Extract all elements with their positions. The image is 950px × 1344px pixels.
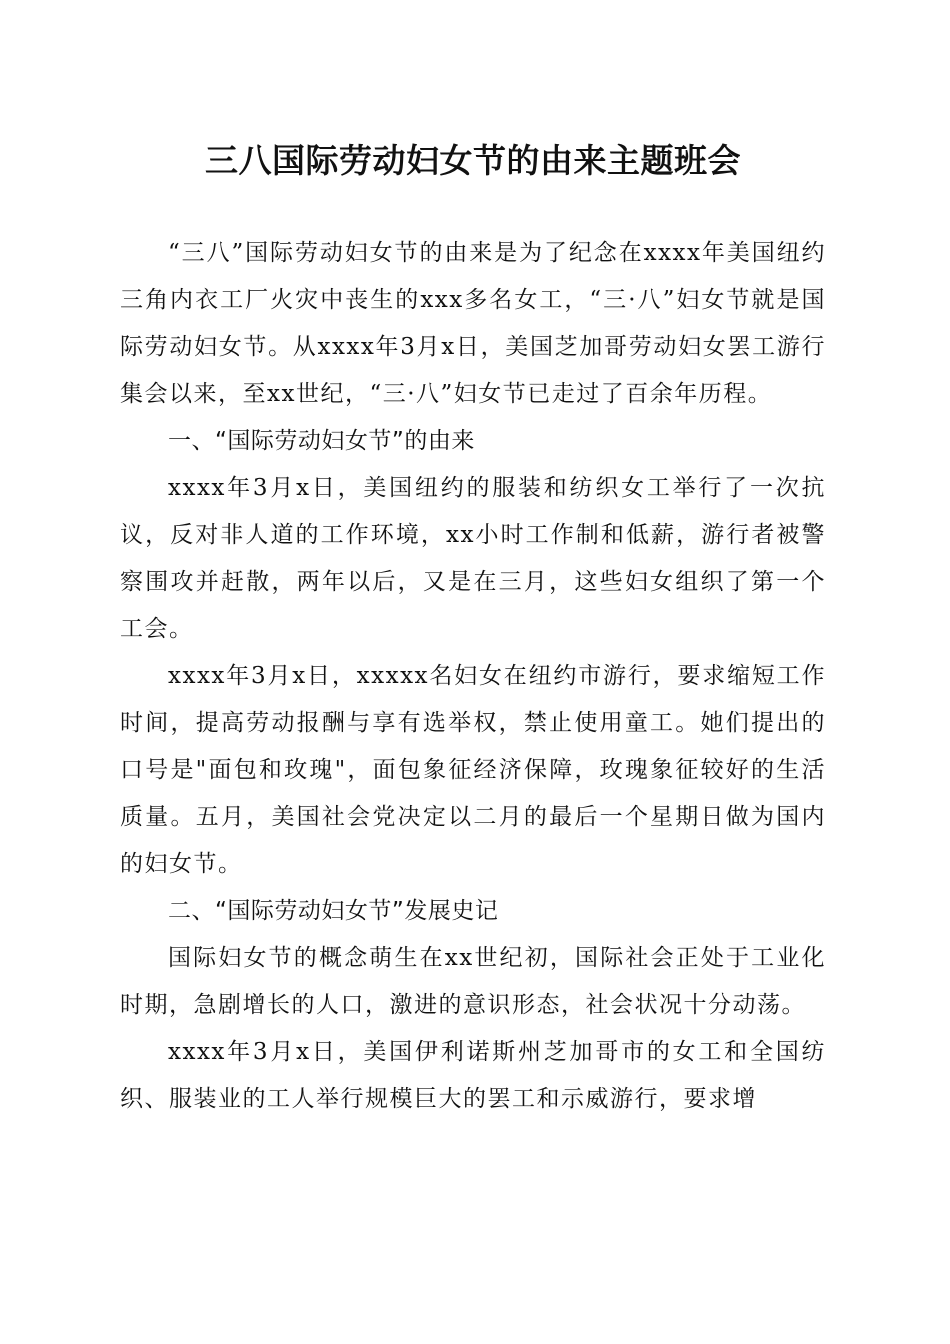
section-heading-history: 二、“国际劳动妇女节”发展史记 bbox=[168, 898, 499, 924]
paragraph-history-1: 国际妇女节的概念萌生在xx世纪初，国际社会正处于工业化时期，急剧增长的人口，激进的意识形态，社会状况十分动荡。 bbox=[120, 945, 826, 1018]
paragraph-intro: “三八”国际劳动妇女节的由来是为了纪念在xxxx年美国纽约三角内衣工厂火灾中丧生的xxx多名女工，“三·八”妇女节就是国际劳动妇女节。从xxxx年3月x日，美国芝加哥劳动妇女罢工游行集会以来，至xx世纪，“三·八”妇女节已走过了百余年历程。 bbox=[120, 240, 826, 407]
paragraph-origin-1: xxxx年3月x日，美国纽约的服装和纺织女工举行了一次抗议，反对非人道的工作环境，xx小时工作制和低薪，游行者被警察围攻并赶散，两年以后，又是在三月，这些妇女组织了第一个工会。 bbox=[120, 475, 826, 642]
section-heading-origin: 一、“国际劳动妇女节”的由来 bbox=[168, 428, 475, 454]
paragraph-origin-2: xxxx年3月x日，xxxxx名妇女在纽约市游行，要求缩短工作时间，提高劳动报酬与享有选举权，禁止使用童工。她们提出的口号是"面包和玫瑰"，面包象征经济保障，玫瑰象征较好的生活质量。五月，美国社会党决定以二月的最后一个星期日做为国内的妇女节。 bbox=[120, 663, 826, 877]
paragraph-history-2: xxxx年3月x日，美国伊利诺斯州芝加哥市的女工和全国纺织、服装业的工人举行规模巨大的罢工和示威游行，要求增 bbox=[120, 1039, 826, 1112]
document-body bbox=[120, 230, 826, 1123]
document-title: 三八国际劳动妇女节的由来主题班会 bbox=[205, 141, 741, 180]
